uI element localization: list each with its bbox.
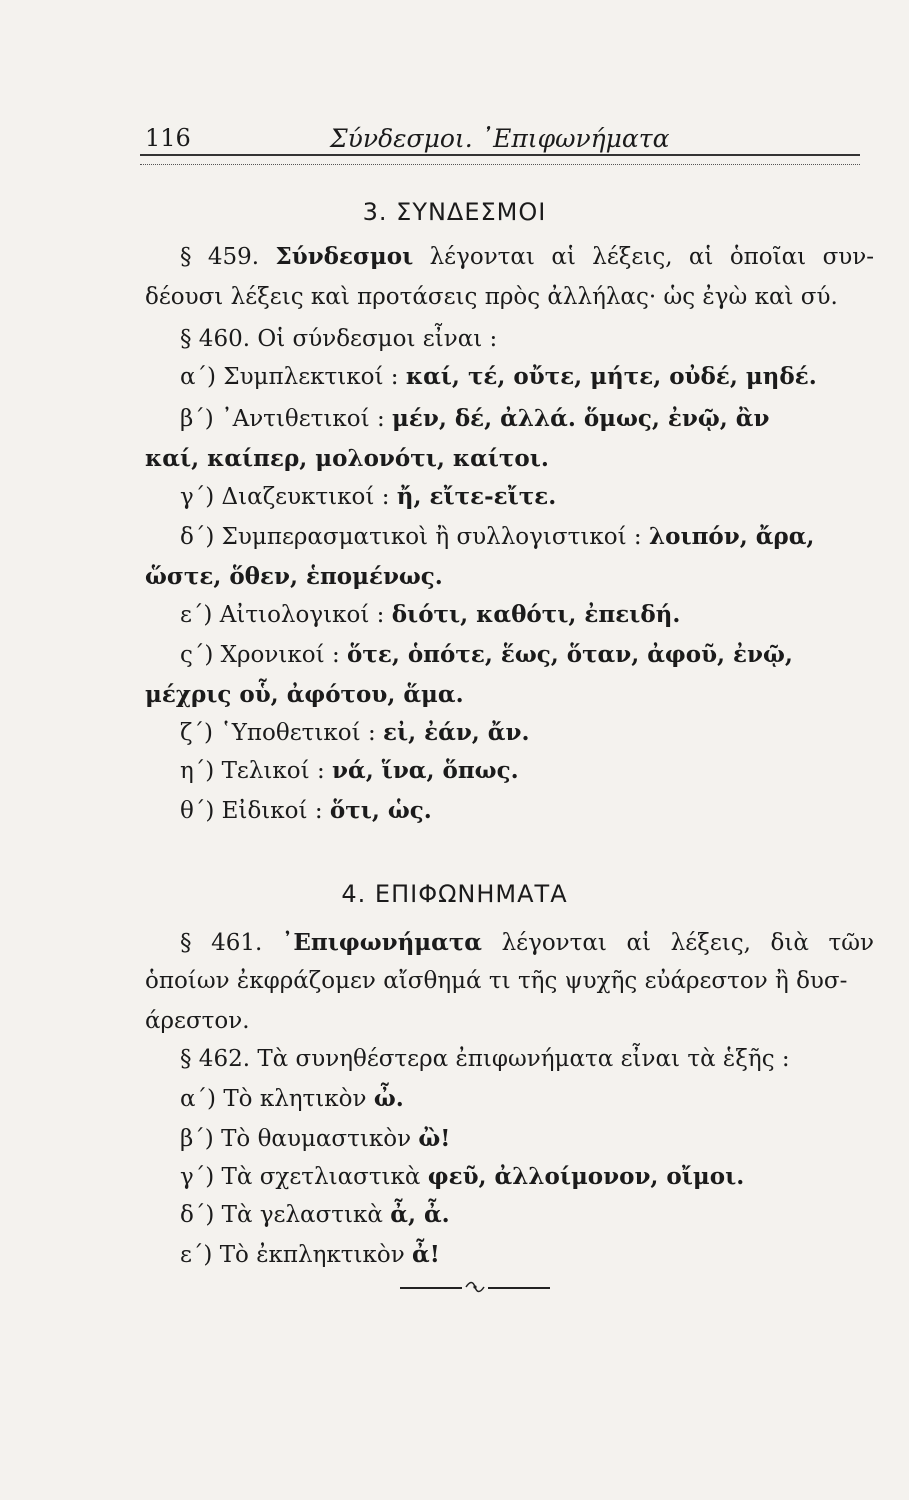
list-item-astonishment: [180, 1240, 440, 1270]
item-words: ὢ!: [418, 1125, 451, 1152]
paragraph-number: § 460.: [180, 326, 251, 352]
item-words: εἰ, ἐάν, ἄν.: [383, 719, 530, 746]
item-words: ὦ.: [373, 1085, 404, 1112]
list-item-disjunctive: [180, 482, 556, 512]
page-header: [145, 118, 865, 158]
item-label: δ΄) Συμπερασματικοὶ ἢ συλλογιστικοί :: [180, 524, 642, 550]
paragraph-text: λέγονται αἱ λέξεις, αἱ ὁποῖαι συν-: [429, 244, 874, 270]
item-words: φεῦ, ἀλλοίμονον, οἴμοι.: [427, 1163, 745, 1190]
list-item-adversative: [180, 404, 769, 434]
paragraph-number: § 461.: [180, 930, 263, 956]
paragraph-461-line-3: άρεστον.: [145, 1008, 250, 1034]
item-words: καί, τέ, οὔτε, μήτε, οὐδέ, μηδέ.: [405, 363, 817, 390]
ornament-rule-right: [488, 1287, 550, 1289]
item-label: ζ΄) ῾Υποθετικοί :: [180, 720, 376, 746]
end-ornament: [400, 1280, 550, 1294]
paragraph-459-line-1: [180, 242, 874, 272]
defined-term: Σύνδεσμοι: [275, 243, 414, 270]
section-title-interjections: 4. ΕΠΙΦΩΝΗΜΑΤΑ: [341, 880, 568, 908]
list-item-causal: [180, 600, 680, 630]
list-item-temporal: [180, 640, 793, 670]
paragraph-text: Οἱ σύνδεσμοι εἶναι :: [257, 326, 498, 352]
item-words: ἤ, εἴτε-εἴτε.: [396, 483, 557, 510]
item-words: λοιπόν, ἄρα,: [648, 523, 815, 550]
item-label: β΄) ᾿Αντιθετικοί :: [180, 406, 385, 432]
list-item-lamenting: [180, 1162, 744, 1192]
item-label: δ΄) Τὰ γελαστικὰ: [180, 1202, 383, 1228]
paragraph-number: § 459.: [180, 244, 260, 270]
header-rule: [140, 154, 860, 165]
paragraph-text: Τὰ συνηθέστερα ἐπιφωνήματα εἶναι τὰ ἑξῆς :: [257, 1046, 790, 1072]
list-item-declarative: [180, 796, 432, 826]
item-label: ε΄) Τὸ ἐκπληκτικὸν: [180, 1242, 405, 1268]
item-label: β΄) Τὸ θαυμαστικὸν: [180, 1126, 412, 1152]
item-words: ὅτε, ὁπότε, ἕως, ὅταν, ἀφοῦ, ἐνῷ,: [347, 641, 793, 668]
list-item-conclusive-cont: ὥστε, ὅθεν, ἑπομένως.: [145, 563, 443, 590]
running-title: Σύνδεσμοι. ᾿Επιφωνήματα: [330, 124, 670, 153]
defined-term: ᾿Επιφωνήματα: [281, 929, 482, 956]
item-label: θ΄) Εἰδικοί :: [180, 798, 323, 824]
list-item-conclusive: [180, 522, 814, 552]
list-item-vocative: [180, 1084, 404, 1114]
paragraph-460: [180, 324, 497, 354]
paragraph-459-line-2: δέουσι λέξεις καὶ προτάσεις πρὸς ἀλλήλας· ὡς ἐγὼ καὶ σύ.: [145, 284, 838, 310]
page-number: 116: [145, 124, 191, 152]
list-item-final: [180, 756, 519, 786]
paragraph-461-line-2: ὁποίων ἐκφράζομεν αἴσθημά τι τῆς ψυχῆς εὐάρεστον ἢ δυσ-: [145, 968, 848, 994]
item-label: η΄) Τελικοί :: [180, 758, 325, 784]
item-words: διότι, καθότι, ἐπειδή.: [391, 601, 681, 628]
paragraph-462: [180, 1044, 790, 1074]
item-words: ἆ!: [412, 1241, 440, 1268]
item-words: ἆ, ἆ.: [390, 1201, 450, 1228]
list-item-laughing: [180, 1200, 450, 1230]
list-item-temporal-cont: μέχρις οὗ, ἀφότου, ἅμα.: [145, 681, 464, 708]
item-words: νά, ἵνα, ὅπως.: [332, 757, 519, 784]
item-label: ε΄) Αἰτιολογικοί :: [180, 602, 385, 628]
item-label: α΄) Τὸ κλητικὸν: [180, 1086, 367, 1112]
ornament-flourish-icon: [464, 1280, 486, 1297]
paragraph-text: λέγονται αἱ λέξεις, διὰ τῶν: [501, 930, 874, 956]
ornament-rule-left: [400, 1287, 462, 1289]
list-item-copulative: [180, 362, 817, 392]
item-label: γ΄) Τὰ σχετλιαστικὰ: [180, 1164, 421, 1190]
item-words: μέν, δέ, ἀλλά. ὅμως, ἐνῷ, ἂν: [392, 405, 770, 432]
item-label: ς΄) Χρονικοί :: [180, 642, 340, 668]
paragraph-461-line-1: [180, 928, 874, 958]
list-item-conditional: [180, 718, 529, 748]
paragraph-number: § 462.: [180, 1046, 251, 1072]
item-label: γ΄) Διαζευκτικοί :: [180, 484, 390, 510]
item-words: ὅτι, ὡς.: [329, 797, 432, 824]
section-title-conjunctions: 3. ΣΥΝΔΕΣΜΟΙ: [362, 198, 547, 226]
item-label: α΄) Συμπλεκτικοί :: [180, 364, 399, 390]
list-item-admirative: [180, 1124, 450, 1154]
list-item-adversative-cont: καί, καίπερ, μολονότι, καίτοι.: [145, 445, 549, 472]
